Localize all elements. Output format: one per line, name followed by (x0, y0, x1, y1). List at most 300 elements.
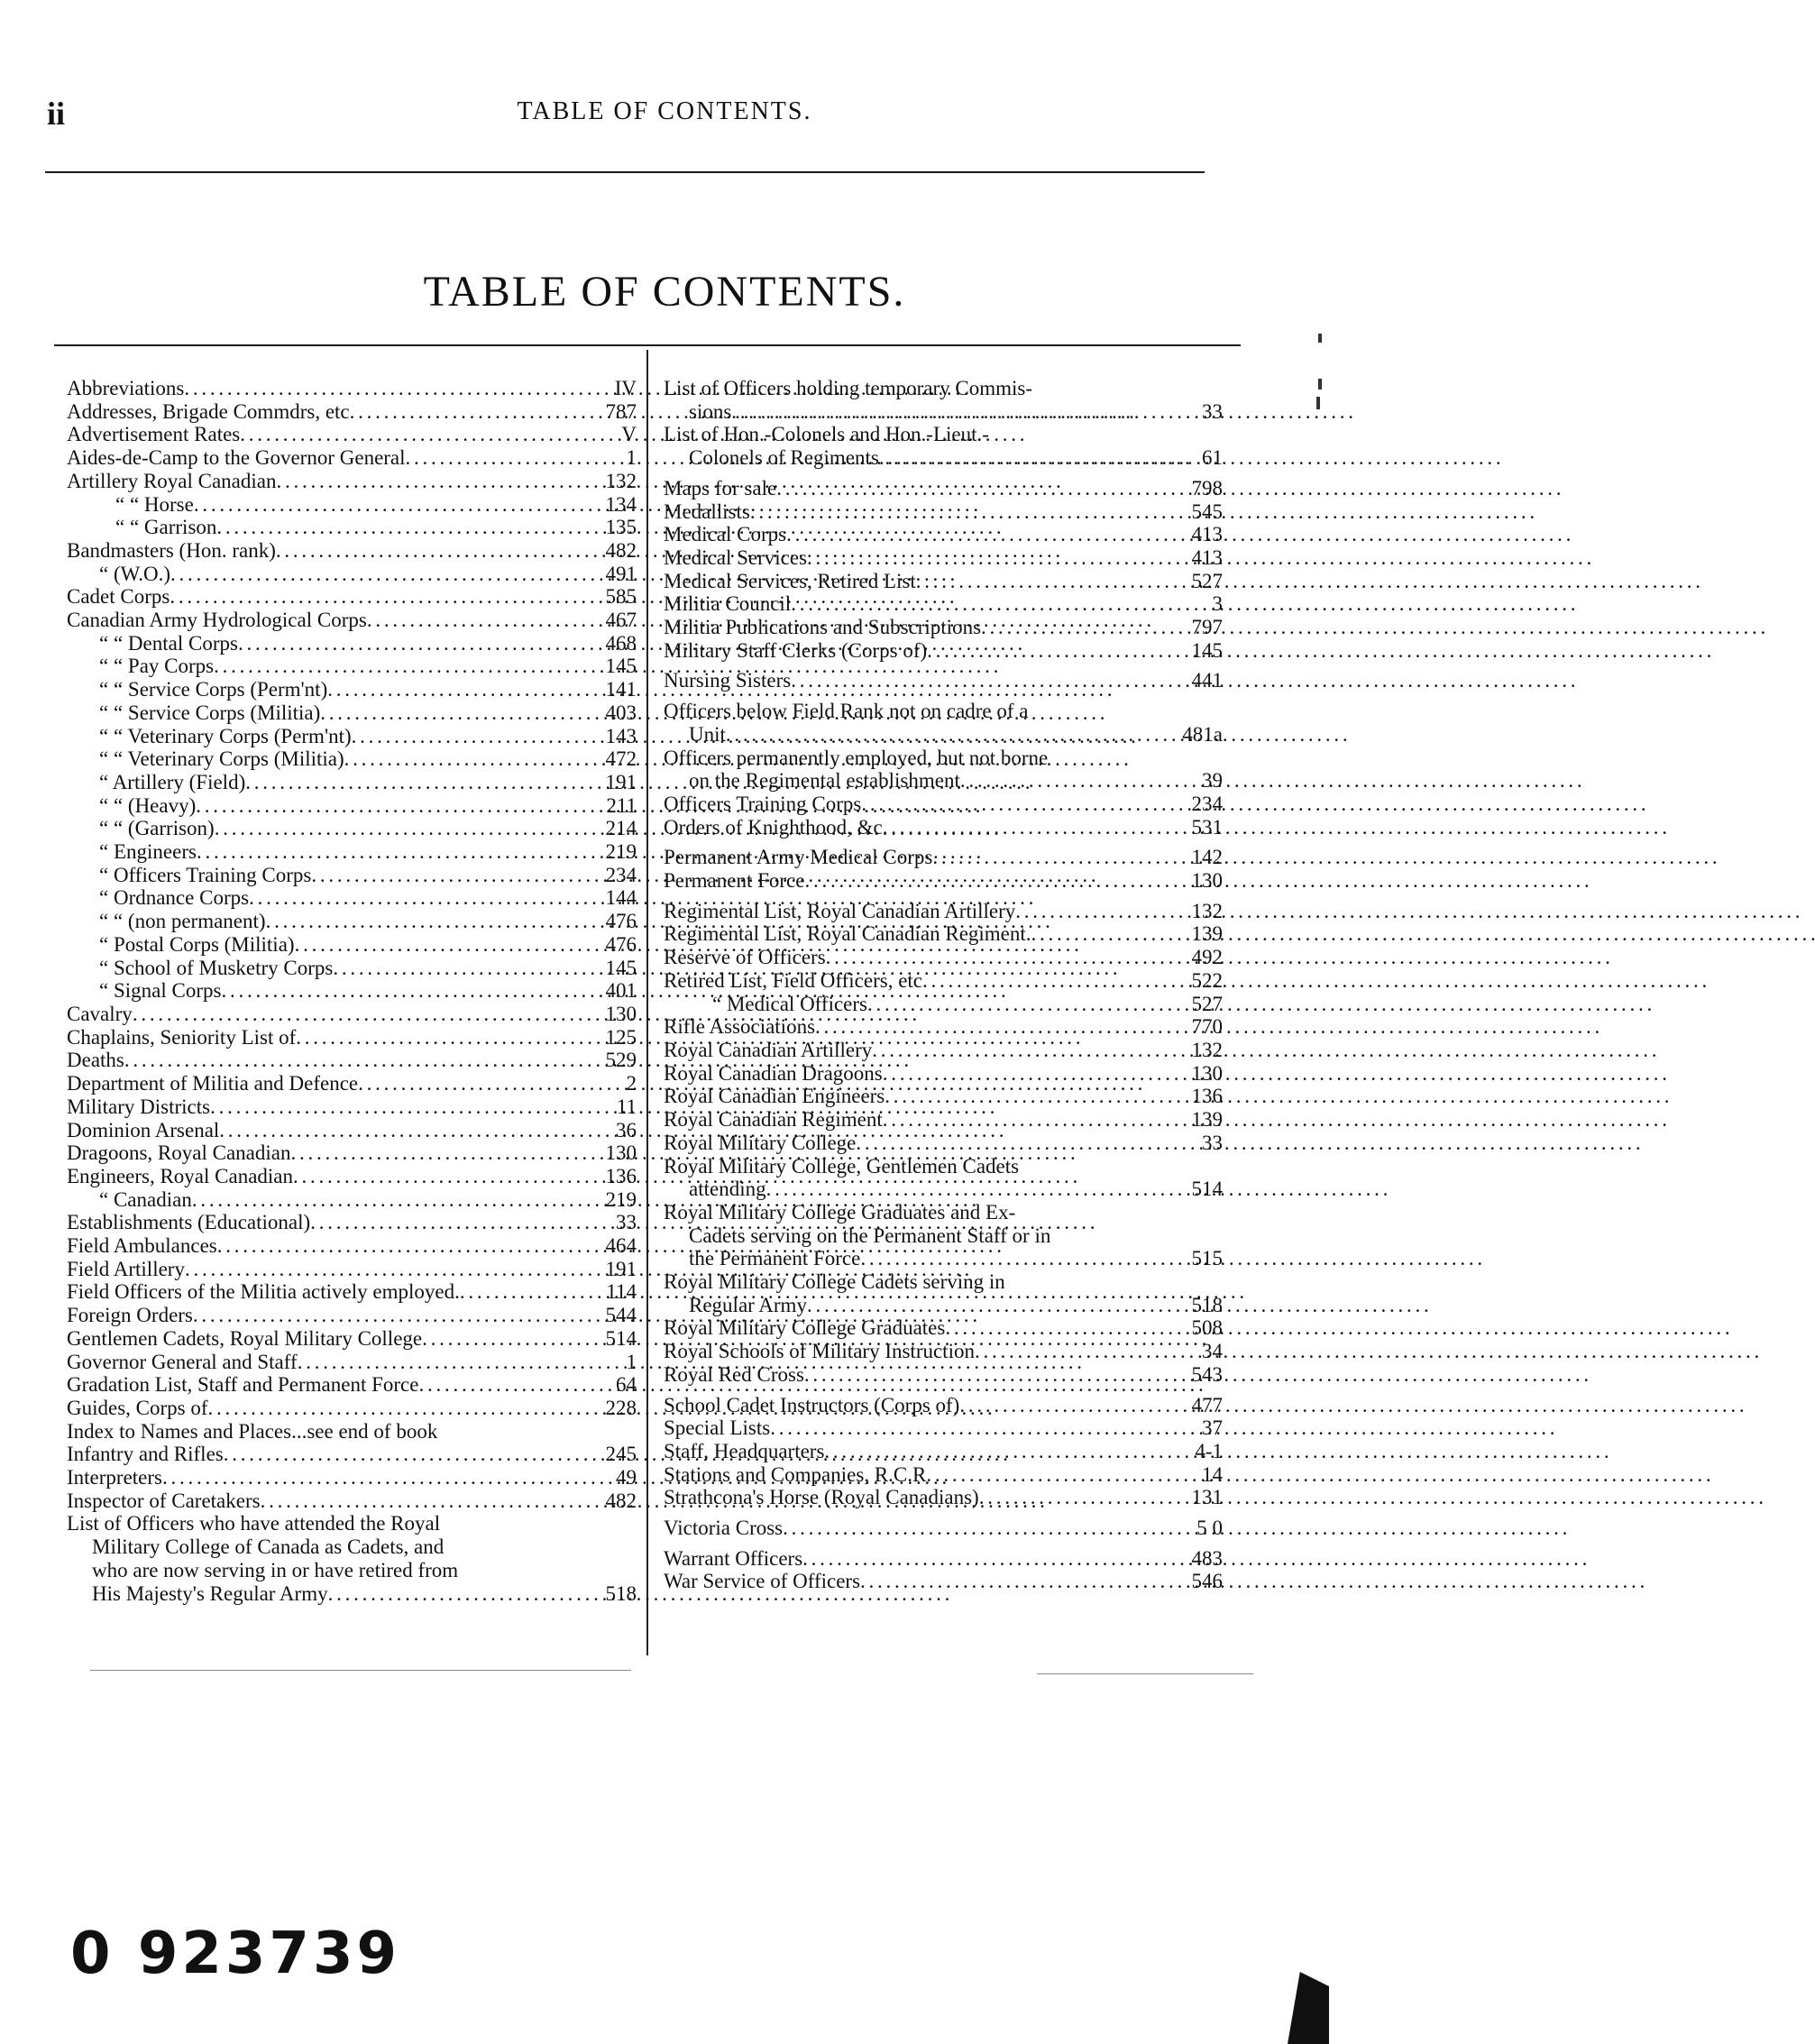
dot-leader (856, 1132, 1170, 1155)
toc-page-number: 476 (605, 932, 637, 956)
toc-entry-label: Royal Canadian Artillery (664, 1038, 873, 1061)
dot-leader (192, 1188, 584, 1212)
toc-page-number: 130 (605, 1002, 637, 1025)
toc-entry (664, 1517, 1223, 1540)
toc-entry-label: Bandmasters (Hon. rank) (67, 538, 276, 562)
toc-page-number: 531 (1191, 815, 1223, 839)
dot-leader (815, 1015, 1170, 1039)
toc-entry (67, 771, 637, 794)
toc-entry (67, 817, 637, 840)
dot-leader (296, 1026, 584, 1049)
toc-page-number: 228 (605, 1396, 637, 1419)
dot-leader (418, 1373, 584, 1397)
dot-leader (320, 701, 584, 725)
toc-page-number: 441 (1191, 669, 1223, 692)
dot-leader (826, 946, 1170, 969)
toc-entry-label: Royal Canadian Dragoons (664, 1061, 883, 1085)
toc-page-number: 483 (1191, 1546, 1223, 1570)
toc-entry-label: Special Lists (664, 1416, 771, 1440)
title-rule (54, 344, 1241, 346)
toc-entry-label: Royal Canadian Regiment (664, 1108, 883, 1132)
toc-page-number: 14 (1202, 1462, 1223, 1486)
toc-entry-line: Royal Military College Cadets serving in (664, 1270, 1005, 1294)
toc-entry-line (664, 400, 1170, 424)
toc-page-number: 130 (1191, 869, 1223, 893)
toc-entry (67, 678, 637, 701)
toc-entry (67, 1026, 637, 1049)
toc-entry (67, 979, 637, 1003)
toc-entry (67, 1420, 637, 1444)
toc-page-number: 797 (1191, 616, 1223, 639)
toc-entry-label: Maps for sale (664, 476, 777, 500)
toc-entry (664, 570, 1223, 593)
dot-leader (959, 1394, 1170, 1417)
toc-entry (67, 864, 637, 887)
toc-entry (67, 1095, 637, 1119)
main-title: TABLE OF CONTENTS. (423, 268, 906, 316)
dot-leader (162, 1466, 584, 1489)
dot-leader (216, 516, 584, 539)
toc-entry-label: Warrant Officers (664, 1546, 803, 1570)
toc-entry-text (664, 747, 1170, 793)
toc-page-number: 36 (616, 1118, 637, 1141)
dot-leader (298, 1351, 584, 1374)
dot-leader (860, 1247, 1170, 1270)
toc-entry (67, 585, 637, 609)
toc-entry (664, 616, 1223, 639)
toc-entry-label: “ “ Pay Corps (99, 655, 215, 678)
toc-entry-label: Staff, Headquarters (664, 1439, 825, 1462)
toc-page-number: 468 (605, 631, 637, 655)
dot-leader (249, 886, 584, 910)
dot-leader (786, 523, 1170, 546)
toc-entry-label: “ (W.O.) (99, 562, 170, 585)
toc-entry-label: “ Ordnance Corps (99, 886, 250, 910)
toc-page-number: 114 (606, 1280, 637, 1304)
toc-entry-label: on the Regimental establishment (689, 769, 960, 793)
dot-leader (770, 1416, 1170, 1440)
toc-entry-line: Royal Military College, Gentlemen Cadets (664, 1154, 1020, 1178)
dot-leader (221, 979, 584, 1003)
toc-entry-label: “ School of Musketry Corps (99, 956, 334, 979)
toc-entry-label: Medical Services (664, 545, 808, 569)
toc-entry-label: Colonels of Regiments (689, 446, 879, 470)
toc-entry-label: War Service of Officers (664, 1570, 861, 1593)
toc-page-number: 211 (606, 793, 637, 817)
toc-entry-line (664, 769, 1170, 793)
dot-leader (240, 423, 584, 446)
toc-entry-label: sions (689, 399, 732, 423)
dot-leader (170, 563, 584, 586)
dot-leader (766, 1178, 1170, 1201)
dot-leader (277, 470, 585, 493)
toc-entry (664, 1486, 1223, 1509)
dot-leader (261, 1489, 584, 1513)
toc-entry-label: “ Officers Training Corps (99, 863, 312, 886)
toc-entry (664, 922, 1223, 946)
toc-entry (664, 1039, 1223, 1062)
dot-leader (328, 1582, 584, 1606)
toc-entry-label: “ “ Horse (115, 492, 194, 516)
toc-entry (67, 1258, 637, 1281)
toc-entry (67, 1234, 637, 1258)
toc-entry-label: Militia Council (664, 592, 792, 616)
toc-page-number: 143 (605, 724, 637, 747)
toc-page-number: 545 (1191, 500, 1223, 523)
toc-entry (67, 1141, 637, 1165)
toc-page-number: 49 (616, 1466, 637, 1489)
toc-entry-label: Inspector of Caretakers (67, 1489, 261, 1512)
dot-leader (932, 846, 1170, 869)
toc-entry-label: Royal Red Cross (664, 1362, 804, 1386)
page-edge-mark (1288, 1972, 1329, 2044)
toc-entry (67, 1327, 637, 1351)
dot-leader (872, 1039, 1170, 1062)
toc-entry (67, 1211, 637, 1234)
toc-entry (664, 869, 1223, 893)
speck (1318, 334, 1322, 343)
toc-entry (67, 1165, 637, 1188)
toc-page-number: 145 (605, 956, 637, 979)
toc-entry-label: Gradation List, Staff and Permanent Force (67, 1373, 419, 1397)
dot-leader (861, 793, 1170, 816)
dot-leader (883, 1062, 1170, 1086)
dot-leader (238, 632, 584, 655)
toc-page-number: 141 (605, 678, 637, 701)
toc-page-number: 214 (605, 817, 637, 840)
toc-entry (67, 1188, 637, 1212)
dot-leader (960, 769, 1170, 793)
toc-entry-text (664, 700, 1170, 746)
toc-page-number: 245 (605, 1443, 637, 1466)
toc-entry-label: Military Staff Clerks (Corps of) (664, 638, 928, 662)
toc-page-number: 134 (605, 492, 637, 516)
toc-entry-label: Unit (689, 722, 726, 746)
toc-entry-text (664, 1270, 1170, 1316)
toc-page-number: 527 (1191, 992, 1223, 1015)
toc-entry (664, 1463, 1223, 1487)
toc-entry (664, 523, 1223, 546)
toc-entry-label: Rifle Associations (664, 1015, 816, 1039)
toc-entry (664, 1108, 1223, 1132)
toc-page-number: 132 (605, 469, 637, 492)
toc-entry (67, 400, 637, 424)
toc-entry (664, 747, 1223, 793)
toc-entry-label: the Permanent Force (689, 1247, 861, 1270)
toc-entry-label: Engineers, Royal Canadian (67, 1164, 294, 1187)
toc-entry-line: Royal Military College Graduates and Ex- (664, 1200, 1016, 1224)
toc-page-number: 527 (1191, 569, 1223, 592)
toc-page-number: 219 (605, 840, 637, 864)
toc-page-number: 514 (605, 1326, 637, 1350)
toc-page-number: 219 (605, 1187, 637, 1211)
dot-leader (979, 1486, 1170, 1509)
toc-entry-line: Cadets serving on the Permanent Staff or in (689, 1224, 1051, 1247)
toc-entry (67, 1049, 637, 1072)
toc-page-number: 145 (605, 655, 637, 678)
dot-leader (926, 1463, 1170, 1487)
dot-leader (824, 1440, 1170, 1463)
toc-entry (67, 840, 637, 864)
toc-page-number: 125 (605, 1025, 637, 1049)
toc-entry (664, 1547, 1223, 1571)
toc-entry (664, 1440, 1223, 1463)
dot-leader (224, 1443, 584, 1466)
toc-page-number: 798 (1191, 476, 1223, 500)
dot-leader (1015, 900, 1170, 923)
toc-page-number: 142 (1191, 846, 1223, 869)
dot-leader (214, 655, 584, 678)
toc-page-number: 191 (605, 1257, 637, 1280)
toc-page-number: 546 (1191, 1570, 1223, 1593)
toc-entry (664, 1201, 1223, 1270)
toc-entry-text (67, 1512, 584, 1605)
toc-page-number: 4-1 (1195, 1439, 1223, 1462)
toc-page-number: 464 (605, 1234, 637, 1258)
toc-page-number: 491 (605, 562, 637, 585)
dot-leader (215, 817, 584, 840)
dot-leader (791, 592, 1170, 616)
toc-page-number: 145 (1191, 638, 1223, 662)
toc-entry (664, 700, 1223, 746)
dot-leader (807, 1294, 1170, 1317)
toc-entry (664, 1085, 1223, 1108)
toc-entry (67, 377, 637, 400)
toc-entry-line (664, 1178, 1170, 1201)
toc-entry (67, 632, 637, 655)
toc-page-number: 477 (1191, 1393, 1223, 1416)
toc-entry-label: School Cadet Instructors (Corps of) (664, 1393, 960, 1416)
dot-leader (217, 1234, 584, 1258)
dot-leader (344, 747, 584, 771)
dot-leader (133, 1003, 584, 1026)
toc-entry (664, 946, 1223, 969)
dot-leader (731, 400, 1170, 424)
dot-leader (124, 1049, 584, 1072)
dot-leader (185, 1258, 584, 1281)
dot-leader (460, 1280, 584, 1304)
toc-page-number: 33 (1202, 1131, 1223, 1154)
toc-entry-label: “ Canadian (99, 1187, 192, 1211)
toc-entry-label: Governor General and Staff (67, 1350, 298, 1373)
toc-page-number: 131 (1191, 1486, 1223, 1509)
toc-entry-label: “ “ Garrison (115, 516, 217, 539)
toc-page-number: 1 (626, 1350, 637, 1373)
speck (1318, 379, 1322, 390)
toc-entry (67, 910, 637, 933)
toc-entry-label: Medical Corps (664, 523, 787, 546)
toc-page-number: 518 (605, 1581, 637, 1605)
toc-entry-line (67, 1582, 584, 1606)
toc-entry-label: Victoria Cross (664, 1517, 784, 1540)
toc-page-number: 64 (616, 1373, 637, 1397)
toc-entry-label: Retired List, Field Officers, etc (664, 968, 922, 992)
toc-entry-label: Permanent Force (664, 869, 805, 893)
dot-leader (245, 771, 584, 794)
toc-page-number: 514 (1191, 1178, 1223, 1201)
toc-page-number: 234 (1191, 792, 1223, 815)
toc-page-number: 492 (1191, 946, 1223, 969)
toc-entry-label: “ Signal Corps (99, 979, 222, 1003)
toc-entry (664, 546, 1223, 570)
dot-leader (804, 1363, 1170, 1387)
toc-page-number: 61 (1202, 446, 1223, 470)
toc-page-number: 467 (605, 609, 637, 632)
dot-leader (295, 933, 584, 957)
toc-entry (67, 747, 637, 771)
toc-entry-label: “ Artillery (Field) (99, 770, 246, 793)
toc-page-number: 770 (1191, 1015, 1223, 1039)
toc-entry-label: Royal Schools of Military Instruction (664, 1340, 975, 1363)
toc-page-number: 585 (605, 585, 637, 609)
dot-leader (916, 570, 1170, 593)
toc-entry (664, 477, 1223, 500)
toc-page-number: 518 (1191, 1293, 1223, 1316)
toc-entry (67, 1397, 637, 1420)
toc-entry-label: “ “ Veterinary Corps (Militia) (99, 747, 344, 771)
toc-entry-line: Officers permanently employed, but not borne (664, 746, 1049, 769)
toc-entry (67, 1304, 637, 1327)
toc-page-number: 522 (1191, 968, 1223, 992)
toc-page-number: 515 (1191, 1247, 1223, 1270)
toc-entry-label: Medical Services, Retired List (664, 569, 916, 592)
toc-page-number: 482 (605, 1489, 637, 1512)
toc-entry-line: List of Hon.-Colonels and Hon.-Lieut.- (664, 423, 989, 446)
toc-entry (67, 1489, 637, 1513)
toc-entry (67, 1003, 637, 1026)
toc-page-number: IV (614, 377, 637, 399)
toc-entry (664, 1155, 1223, 1201)
toc-entry-label: attending (689, 1178, 766, 1201)
toc-entry (67, 470, 637, 493)
toc-entry-line (664, 1294, 1170, 1317)
toc-entry-line: List of Officers who have attended the Royal (67, 1512, 441, 1535)
dot-leader (219, 1119, 584, 1142)
toc-entry-label: Addresses, Brigade Commdrs, etc (67, 399, 350, 423)
toc-page-number: 144 (605, 886, 637, 910)
toc-entry-label: “ Medical Officers (712, 992, 867, 1015)
dot-leader (210, 1095, 584, 1119)
toc-entry-label: Establishments (Educational) (67, 1211, 311, 1234)
dot-leader (193, 1304, 584, 1327)
toc-page-number: 34 (1202, 1340, 1223, 1363)
toc-entry-label: Gentlemen Cadets, Royal Military College (67, 1326, 423, 1350)
toc-entry (664, 1363, 1223, 1387)
toc-page-number: 787 (605, 399, 637, 423)
dot-leader (776, 477, 1170, 500)
dot-leader (791, 669, 1170, 692)
toc-entry-label: “ “ Service Corps (Perm'nt) (99, 678, 328, 701)
toc-entry-label: “ “ Dental Corps (99, 631, 238, 655)
toc-page-number: 132 (1191, 899, 1223, 922)
toc-entry-label: Field Ambulances (67, 1234, 217, 1258)
toc-entry-label: Officers Training Corps (664, 792, 862, 815)
bottom-rule-right (1037, 1673, 1253, 1674)
toc-entry (664, 500, 1223, 524)
toc-entry (67, 1351, 637, 1374)
toc-entry-label: Field Officers of the Militia actively employed. (67, 1280, 460, 1304)
dot-leader (981, 616, 1170, 639)
toc-entry (67, 539, 637, 563)
dot-leader (802, 1547, 1170, 1571)
toc-entry-label: Regimental List, Royal Canadian Regiment. (664, 922, 1031, 946)
toc-page-number: 136 (605, 1164, 637, 1187)
catalogue-stamp: 0 923739 (70, 1920, 400, 1987)
running-head: TABLE OF CONTENTS. (517, 97, 812, 125)
toc-entry-text (664, 1201, 1170, 1270)
toc-entry-line (664, 723, 1170, 747)
toc-entry (664, 1570, 1223, 1593)
page-number: ii (47, 96, 66, 132)
toc-page-number: 403 (605, 701, 637, 724)
toc-entry-label: Regimental List, Royal Canadian Artillery (664, 899, 1016, 922)
toc-page-number: 5 0 (1196, 1517, 1223, 1540)
toc-entry-line: List of Officers holding temporary Commis- (664, 377, 1033, 399)
toc-page-number: 132 (1191, 1038, 1223, 1061)
toc-entry-label: Canadian Army Hydrological Corps (67, 609, 367, 632)
toc-entry-label: Interpreters (67, 1466, 162, 1489)
toc-entry-label: Royal Canadian Engineers (664, 1085, 885, 1108)
toc-entry-label: Military Districts (67, 1095, 211, 1118)
toc-entry-label: Regular Army (689, 1293, 807, 1316)
toc-entry-label: “ “ Service Corps (Militia) (99, 701, 321, 724)
toc-entry (67, 701, 637, 725)
toc-entry (67, 609, 637, 632)
toc-entry-label: Medallists (664, 500, 750, 523)
toc-page-number: 191 (605, 770, 637, 793)
dot-leader (804, 869, 1170, 893)
toc-entry (664, 846, 1223, 869)
toc-entry (67, 446, 637, 470)
toc-entry-label: Cadet Corps (67, 585, 170, 609)
dot-leader (927, 639, 1170, 663)
toc-entry-label: “ Engineers (99, 840, 197, 864)
toc-page-number: 33 (1202, 399, 1223, 423)
toc-entry (664, 423, 1223, 469)
dot-leader (860, 1570, 1170, 1593)
toc-entry-line: Officers below Field Rank not on cadre of a (664, 700, 1029, 723)
dot-leader (311, 864, 584, 887)
dot-leader (883, 816, 1170, 839)
toc-entry (67, 1280, 637, 1304)
dot-leader (352, 725, 584, 748)
toc-entry-line: Military College of Canada as Cadets, and (92, 1535, 445, 1559)
toc-entry-label: Nursing Sisters (664, 669, 792, 692)
toc-entry (67, 794, 637, 818)
toc-entry-label: “ “ (non permanent) (99, 910, 266, 933)
toc-page-number: 39 (1202, 769, 1223, 793)
dot-leader (883, 1108, 1170, 1132)
toc-entry-label: Stations and Companies, R.C.R (664, 1462, 927, 1486)
dot-leader (358, 1072, 584, 1095)
dot-leader (406, 446, 584, 470)
toc-entry-label: Aides-de-Camp to the Governor General (67, 446, 406, 470)
toc-entry (67, 957, 637, 980)
toc-entry (664, 1394, 1223, 1417)
toc-entry-label: Infantry and Rifles (67, 1443, 224, 1466)
speck (1316, 397, 1320, 409)
dot-leader (367, 609, 584, 632)
toc-entry-label: Militia Publications and Subscriptions (664, 616, 982, 639)
toc-page-number: 3 (1212, 592, 1223, 616)
toc-entry (664, 1316, 1223, 1340)
toc-entry (664, 669, 1223, 692)
dot-leader (879, 446, 1170, 470)
toc-entry (67, 423, 637, 446)
toc-entry-label: Orders of Knighthood, &c (664, 815, 883, 839)
toc-page-number: 33 (616, 1211, 637, 1234)
toc-entry (67, 1443, 637, 1466)
